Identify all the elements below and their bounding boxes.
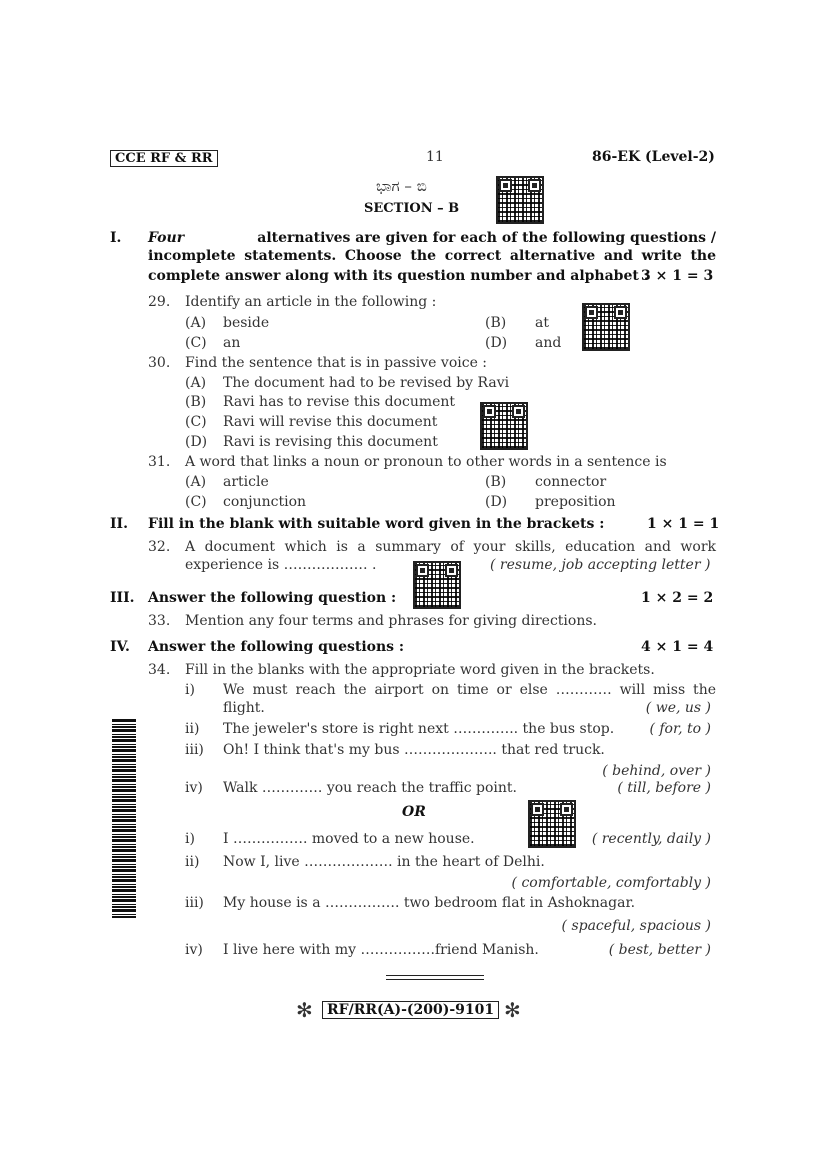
part3-title: Answer the following question : bbox=[148, 590, 397, 606]
qr-code-icon bbox=[413, 561, 461, 609]
option-label: (A) bbox=[185, 375, 207, 391]
bracket-options: ( we, us ) bbox=[645, 700, 711, 716]
option-label: (D) bbox=[485, 494, 508, 510]
question-text: Fill in the blanks with the appropriate word given in the brackets. bbox=[185, 662, 655, 678]
option-label: (D) bbox=[485, 335, 508, 351]
question-text: A document which is a summary of your skills, education and work bbox=[185, 539, 716, 555]
footer-code: RF/RR(A)-(200)-9101 bbox=[322, 1001, 499, 1019]
barcode-icon bbox=[112, 718, 136, 918]
part4-marks: 4 × 1 = 4 bbox=[641, 639, 714, 655]
question-number: 31. bbox=[148, 454, 171, 470]
option-text: Ravi will revise this document bbox=[223, 414, 438, 430]
bracket-options: ( comfortable, comfortably ) bbox=[511, 875, 711, 891]
sub-question-text-cont: flight. bbox=[223, 700, 265, 716]
ornament-icon: ✻ bbox=[504, 998, 521, 1022]
option-label: (B) bbox=[185, 394, 207, 410]
option-text: The document had to be revised by Ravi bbox=[223, 375, 510, 391]
question-text: A word that links a noun or pronoun to other words in a sentence is bbox=[185, 454, 667, 470]
sub-question-number: i) bbox=[185, 831, 195, 847]
qr-code-icon bbox=[480, 402, 528, 450]
sub-question-text: I live here with my …………….friend Manish. bbox=[223, 942, 539, 958]
part4-title: Answer the following questions : bbox=[148, 639, 405, 655]
bracket-options: ( recently, daily ) bbox=[591, 831, 711, 847]
part2-marks: 1 × 1 = 1 bbox=[647, 516, 720, 532]
part2-title: Fill in the blank with suitable word given in the brackets : bbox=[148, 516, 605, 532]
instruction-emphasis: Four bbox=[148, 230, 185, 246]
question-text-cont: experience is ……………… . bbox=[185, 557, 377, 573]
bracket-options: ( resume, job accepting letter ) bbox=[490, 557, 711, 573]
sub-question-text: The jeweler's store is right next ………….. the bus stop. bbox=[223, 721, 615, 737]
option-label: (B) bbox=[485, 315, 507, 331]
option-text: preposition bbox=[535, 494, 616, 510]
question-text: Mention any four terms and phrases for giving directions. bbox=[185, 613, 597, 629]
paper-code-left: CCE RF & RR bbox=[110, 150, 218, 167]
question-text: Find the sentence that is in passive voice : bbox=[185, 355, 488, 371]
qr-code-icon bbox=[496, 176, 544, 224]
sub-question-number: ii) bbox=[185, 854, 200, 870]
bracket-options: ( till, before ) bbox=[617, 780, 711, 796]
part1-instruction-line1 bbox=[148, 230, 716, 246]
part1-marks: 3 × 1 = 3 bbox=[641, 268, 714, 284]
part-number: IV. bbox=[110, 639, 130, 655]
option-label: (B) bbox=[485, 474, 507, 490]
section-title: SECTION – B bbox=[364, 201, 460, 216]
part-number: III. bbox=[110, 590, 135, 606]
sub-question-number: iv) bbox=[185, 780, 203, 796]
sub-question-text: Oh! I think that's my bus ……………….. that red truck. bbox=[223, 742, 605, 758]
option-label: (A) bbox=[185, 474, 207, 490]
option-text: Ravi is revising this document bbox=[223, 434, 438, 450]
ornament-icon: ✻ bbox=[296, 998, 313, 1022]
question-number: 30. bbox=[148, 355, 171, 371]
option-label: (C) bbox=[185, 414, 207, 430]
bracket-options: ( best, better ) bbox=[608, 942, 711, 958]
option-text: Ravi has to revise this document bbox=[223, 394, 456, 410]
question-number: 33. bbox=[148, 613, 171, 629]
option-label: (C) bbox=[185, 335, 207, 351]
end-rule bbox=[386, 979, 484, 980]
qr-code-icon bbox=[582, 303, 630, 351]
question-text: Identify an article in the following : bbox=[185, 294, 437, 310]
option-text: beside bbox=[223, 315, 270, 331]
qr-code-icon bbox=[528, 800, 576, 848]
sub-question-number: i) bbox=[185, 682, 195, 698]
sub-question-number: iii) bbox=[185, 742, 204, 758]
option-label: (C) bbox=[185, 494, 207, 510]
part1-instruction-line2: incomplete statements. Choose the correct alternative and write the bbox=[148, 248, 716, 264]
option-text: at bbox=[535, 315, 549, 331]
or-separator: OR bbox=[402, 804, 426, 820]
sub-question-number: iv) bbox=[185, 942, 203, 958]
bracket-options: ( for, to ) bbox=[649, 721, 711, 737]
instruction-text: alternatives are given for each of the following questions / bbox=[257, 230, 716, 246]
part-number: I. bbox=[110, 230, 122, 246]
sub-question-number: iii) bbox=[185, 895, 204, 911]
kannada-section-title: ಭಾಗ – ಬಿ bbox=[376, 177, 427, 195]
part3-marks: 1 × 2 = 2 bbox=[641, 590, 714, 606]
option-label: (D) bbox=[185, 434, 208, 450]
sub-question-number: ii) bbox=[185, 721, 200, 737]
paper-code-right: 86-EK (Level-2) bbox=[592, 149, 715, 165]
sub-question-text: My house is a ……………. two bedroom flat in Ashoknagar. bbox=[223, 895, 636, 911]
option-text: and bbox=[535, 335, 562, 351]
question-number: 34. bbox=[148, 662, 171, 678]
question-number: 29. bbox=[148, 294, 171, 310]
option-label: (A) bbox=[185, 315, 207, 331]
option-text: article bbox=[223, 474, 269, 490]
option-text: an bbox=[223, 335, 241, 351]
part1-instruction-line3: complete answer along with its question number and alphabet : bbox=[148, 268, 649, 284]
option-text: connector bbox=[535, 474, 607, 490]
sub-question-text: Now I, live ………………. in the heart of Delhi. bbox=[223, 854, 545, 870]
sub-question-text: We must reach the airport on time or else ………… will miss the bbox=[223, 682, 716, 698]
end-rule bbox=[386, 975, 484, 976]
question-number: 32. bbox=[148, 539, 171, 555]
bracket-options: ( spaceful, spacious ) bbox=[561, 918, 711, 934]
part-number: II. bbox=[110, 516, 128, 532]
page-number: 11 bbox=[426, 149, 444, 165]
bracket-options: ( behind, over ) bbox=[602, 763, 711, 779]
sub-question-text: Walk …………. you reach the traffic point. bbox=[223, 780, 517, 796]
option-text: conjunction bbox=[223, 494, 307, 510]
sub-question-text: I ……………. moved to a new house. bbox=[223, 831, 475, 847]
